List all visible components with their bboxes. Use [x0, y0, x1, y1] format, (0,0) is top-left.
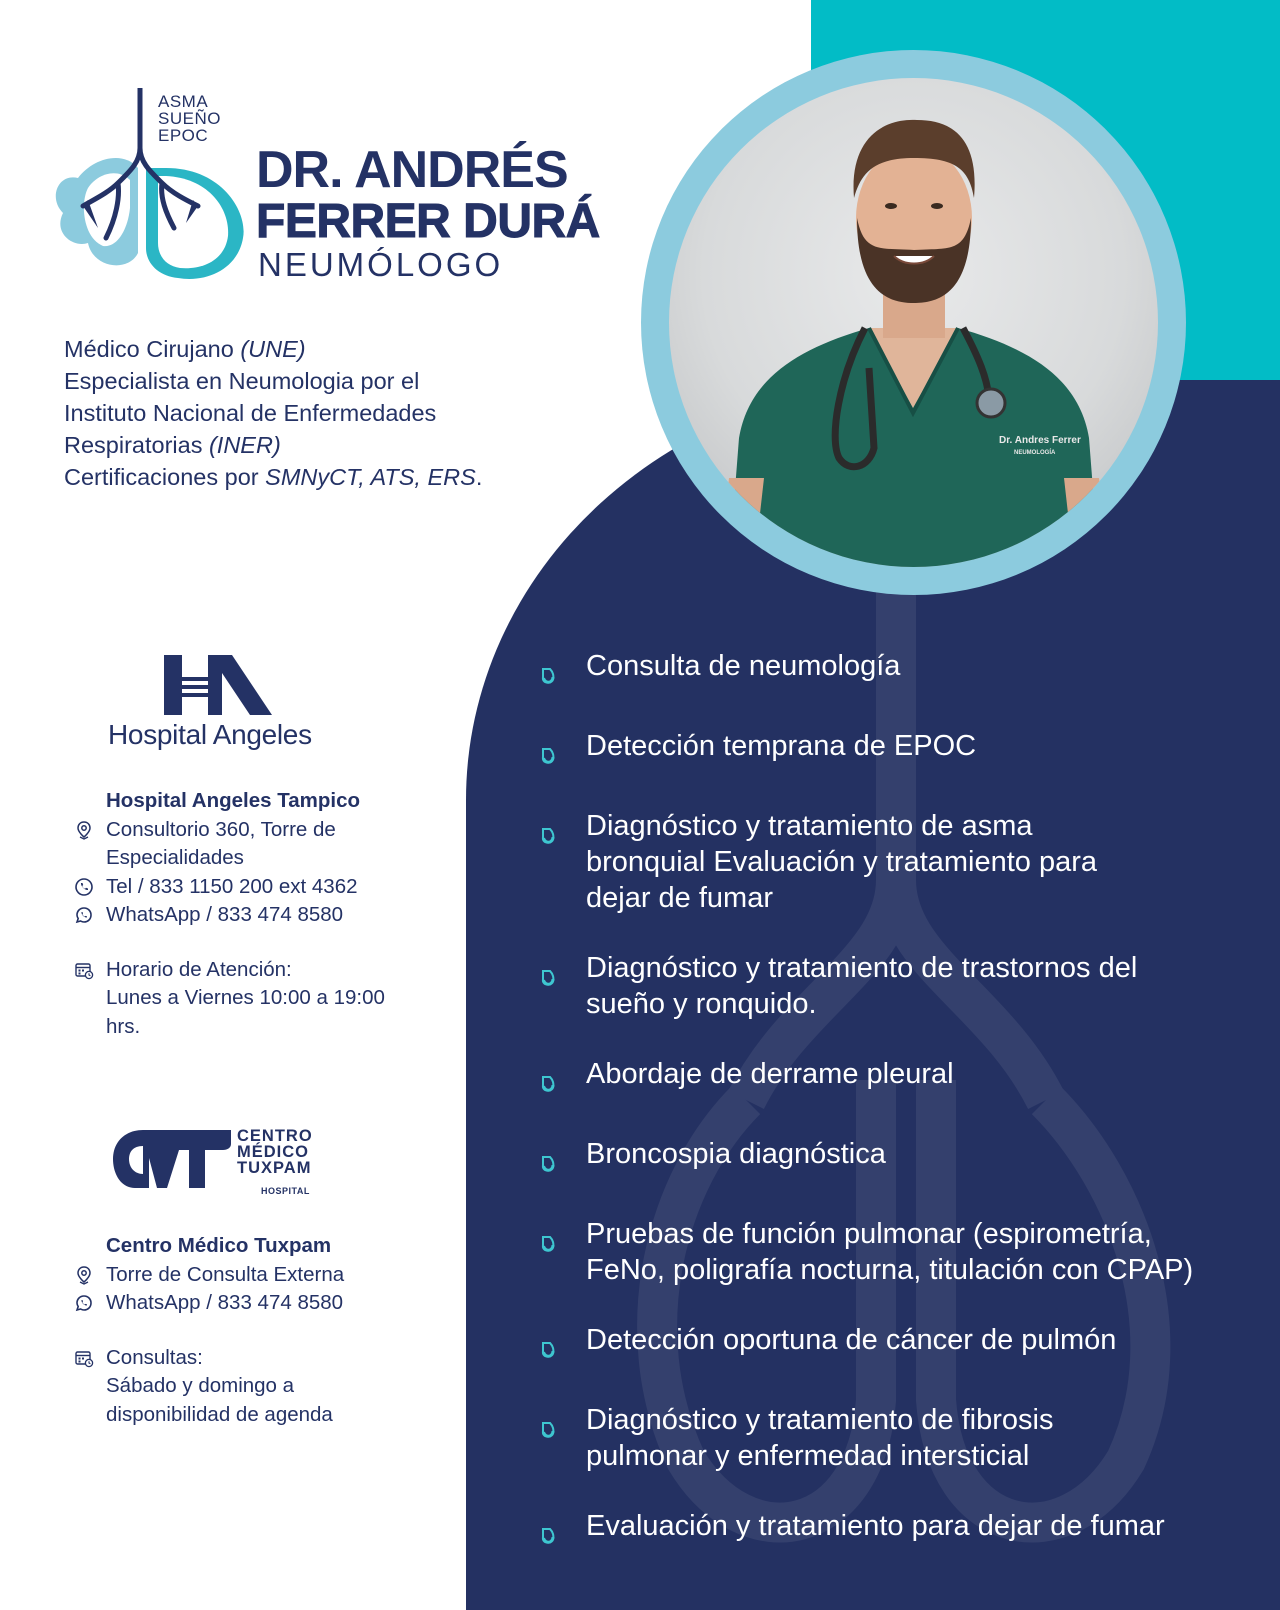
- service-line: Pruebas de función pulmonar (espirometría,: [586, 1218, 1152, 1250]
- service-item: [540, 808, 1240, 916]
- calendar-clock-icon: [70, 956, 106, 984]
- service-text: [586, 808, 1240, 916]
- service-line: Diagnóstico y tratamiento de asma: [586, 810, 1033, 842]
- doctor-name-line1: DR. ANDRÉS: [256, 141, 568, 199]
- location-name: Centro Médico Tuxpam: [106, 1234, 332, 1257]
- doctor-portrait: [669, 78, 1158, 567]
- drop-bullet-icon: [540, 950, 586, 996]
- map-pin-icon: [70, 1261, 106, 1289]
- service-item: [540, 648, 1240, 694]
- service-line: FeNo, poligrafía nocturna, titulación con CPAP): [586, 1254, 1194, 1286]
- service-line: Broncospia diagnóstica: [586, 1138, 886, 1170]
- phone-number[interactable]: Tel / 833 1150 200 ext 4362: [106, 874, 358, 898]
- service-line: Consulta de neumología: [586, 650, 901, 682]
- service-line: sueño y ronquido.: [586, 988, 817, 1020]
- service-line: dejar de fumar: [586, 882, 773, 914]
- whatsapp-number[interactable]: WhatsApp / 833 474 8580: [106, 903, 344, 926]
- service-item: [540, 950, 1240, 1022]
- drop-bullet-icon: [540, 808, 586, 854]
- service-text: [586, 1216, 1240, 1288]
- whatsapp-number[interactable]: WhatsApp / 833 474 8580: [106, 1291, 344, 1314]
- drop-bullet-icon: [540, 728, 586, 774]
- doctor-specialty: NEUMÓLOGO: [258, 246, 504, 283]
- phone-icon: [70, 873, 106, 901]
- doctor-photo-illustration: [669, 78, 1158, 567]
- service-line: Diagnóstico y tratamiento de fibrosis: [586, 1404, 1054, 1436]
- centro-medico-tuxpam-logo: CENTRO MÉDICO TUXPAM HOSPITAL: [113, 1128, 323, 1206]
- service-item: [540, 1216, 1240, 1288]
- drop-bullet-icon: [540, 1402, 586, 1448]
- service-text: [586, 648, 1240, 684]
- service-text: [586, 1322, 1240, 1358]
- drop-bullet-icon: [540, 648, 586, 694]
- svg-text:Dr. Andres Ferrer: Dr. Andres Ferrer: [999, 435, 1081, 446]
- drop-bullet-icon: [540, 1322, 586, 1368]
- service-text: [586, 1402, 1240, 1474]
- service-item: [540, 1322, 1240, 1368]
- cmt-mark-icon: [113, 1130, 231, 1188]
- credentials: Médico Cirujano (UNE) Especialista en Neumologia por el Instituto Nacional de Enfermedades Respiratorias (INER) Certificaciones por SMNyCT, ATS, ERS.: [64, 336, 483, 490]
- service-text: [586, 950, 1240, 1022]
- location-hospital-angeles: Hospital Angeles Tampico Consultorio 360, Torre de Especialidades Tel / 833 1150 200 ext 4362 WhatsApp / 833 474 8580 Horario de Atención: Lunes a Viernes 10:00 a 19:00 hrs.: [70, 787, 430, 1041]
- svg-text:NEUMOLOGÍA: NEUMOLOGÍA: [1014, 450, 1056, 456]
- hospital-angeles-logo: Hospital Angeles: [108, 655, 338, 755]
- service-line: Diagnóstico y tratamiento de trastornos del: [586, 952, 1138, 984]
- service-item: [540, 1508, 1240, 1554]
- location-centro-medico-tuxpam: Centro Médico Tuxpam Torre de Consulta Externa WhatsApp / 833 474 8580 Consultas: Sábado y domingo a disponibilidad de agenda: [70, 1232, 430, 1429]
- service-line: bronquial Evaluación y tratamiento para: [586, 846, 1098, 878]
- doctor-logo: [48, 88, 608, 298]
- service-text: [586, 728, 1240, 764]
- drop-bullet-icon: [540, 1216, 586, 1262]
- location-name: Hospital Angeles Tampico: [106, 789, 361, 812]
- service-line: Detección oportuna de cáncer de pulmón: [586, 1324, 1117, 1356]
- hospital-angeles-mark-icon: [164, 655, 276, 715]
- services-list: [540, 648, 1240, 1588]
- service-text: [586, 1056, 1240, 1092]
- map-pin-icon: [70, 816, 106, 844]
- service-item: [540, 1402, 1240, 1474]
- logo-tags: ASMA SUEÑO EPOC: [158, 92, 221, 145]
- drop-bullet-icon: [540, 1056, 586, 1102]
- whatsapp-icon: [70, 1289, 106, 1317]
- service-line: Evaluación y tratamiento para dejar de fumar: [586, 1510, 1165, 1542]
- whatsapp-icon: [70, 901, 106, 929]
- drop-bullet-icon: [540, 1136, 586, 1182]
- service-item: [540, 1136, 1240, 1182]
- service-item: [540, 728, 1240, 774]
- calendar-clock-icon: [70, 1344, 106, 1372]
- service-line: pulmonar y enfermedad intersticial: [586, 1440, 1030, 1472]
- service-line: Abordaje de derrame pleural: [586, 1058, 954, 1090]
- service-item: [540, 1056, 1240, 1102]
- drop-bullet-icon: [540, 1508, 586, 1554]
- doctor-name-line2: FERRER DURÁ: [256, 195, 600, 248]
- service-line: Detección temprana de EPOC: [586, 730, 977, 762]
- service-text: [586, 1136, 1240, 1172]
- service-text: [586, 1508, 1240, 1544]
